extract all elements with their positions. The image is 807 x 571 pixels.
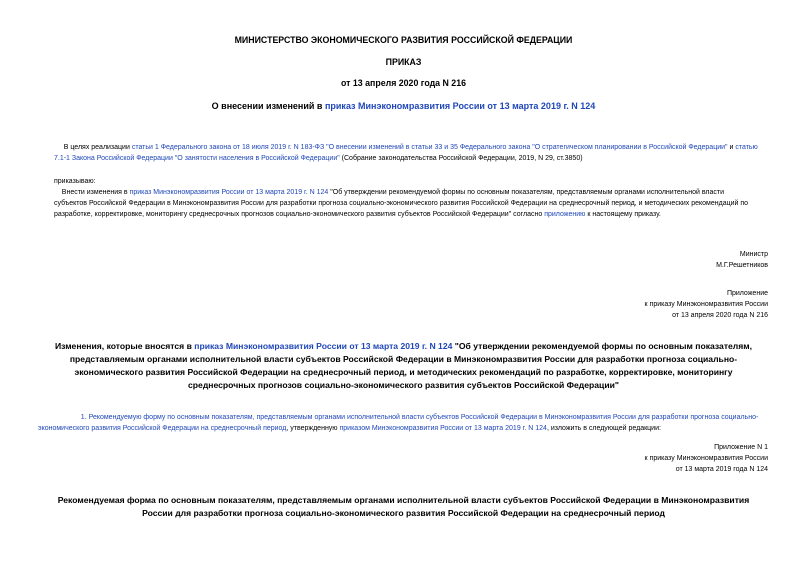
item-1-text-2: , изложить в следующей редакции: [546,425,661,432]
appendix-ref-line2: к приказу Минэкономразвития России [644,301,768,308]
changes-heading [40,340,767,392]
item-1-text-1: , утвержденную [286,425,340,432]
doc-date-number: от 13 апреля 2020 года N 216 [341,78,466,88]
appendix-link[interactable]: приложению [544,211,586,218]
changes-heading-text-1: Изменения, которые вносятся в [54,341,195,351]
appendix-reference [520,288,768,321]
changes-heading-text-2d: среднесрочных прогнозов социально-экономического развития субъектов Российской Федерации" [188,380,619,390]
changes-heading-text-2a: "Об утверждении рекомендуемой формы по основным показателям, [452,341,753,351]
order-text-3: к настоящему приказу. [585,211,661,218]
appendix-1-line2: к приказу Минэкономразвития России [644,455,768,462]
order-text-2c: разработке, корректировке, мониторингу среднесрочных прогнозов социально-экономического развития субъектов Российской Федерации" согласно [54,211,545,218]
doc-title-text: О внесении изменений в [211,101,325,111]
signature-position: Министр [739,251,768,258]
doc-title [0,101,807,111]
item-1-paragraph [38,412,768,434]
order-text-2b: субъектов Российской Федерации в Минэкономразвития России для разработки прогноза социально-экономического развития Российской Федерации на среднесрочный период, и методических рекомендаций по [54,200,749,207]
preamble-paragraph [54,142,768,164]
law-link-employment-a[interactable]: статью [735,144,758,151]
item-1-link-form-a[interactable]: 1. Рекомендуемую форму по основным показателям, представляемым органами исполнительной власти субъектов Российской Федерации в Минэкономразвития России для разработки прогноза социально- [80,414,759,421]
order-link-124[interactable]: приказ Минэкономразвития России от 13 марта 2019 г. N 124 [129,189,329,196]
law-link-183fz[interactable]: статьи 1 Федерального закона от 18 июля 2019 г. N 183-ФЗ "О внесении изменений в статьи 33 и 35 Федерального закона "О стратегическом планировании в Российской Федерации" [131,144,728,151]
ministry-name: МИНИСТЕРСТВО ЭКОНОМИЧЕСКОГО РАЗВИТИЯ РОССИЙСКОЙ ФЕДЕРАЦИИ [234,35,573,45]
preamble-text-2: и [727,144,736,151]
preamble-text-3: (Собрание законодательства Российской Федерации, 2019, N 29, ст.3850) [339,155,583,162]
item-1-link-order[interactable]: приказом Минэкономразвития России от 13 марта 2019 г. N 124 [339,425,547,432]
doc-type: ПРИКАЗ [385,57,422,67]
changes-heading-text-2c: экономического развития Российской Федерации на среднесрочный период, и методических рекомендаций по разработке, корректировке, мониторингу [74,367,733,377]
appendix-1-line3: от 13 марта 2019 года N 124 [675,466,768,473]
doc-title-link[interactable]: приказ Минэкономразвития России от 13 марта 2019 г. N 124 [324,101,596,111]
form-title-line1: Рекомендуемая форма по основным показателям, представляемым органами исполнительной власти субъектов Российской Федерации в Минэкономразвития [57,495,750,505]
order-text-1: Внести изменения в [61,189,130,196]
changes-heading-link[interactable]: приказ Минэкономразвития России от 13 марта 2019 г. N 124 [194,341,453,351]
form-title [0,494,807,520]
order-keyword: приказываю: [54,178,96,185]
order-block [54,176,768,220]
order-text-2a: "Об утверждении рекомендуемой формы по основным показателям, представляемым органами исполнительной власти [328,189,724,196]
item-1-link-form-b[interactable]: экономического развития Российской Федерации на среднесрочный период [38,425,287,432]
appendix-1-line1: Приложение N 1 [714,444,768,451]
appendix-ref-line3: от 13 апреля 2020 года N 216 [672,312,768,319]
signature-block [560,249,768,271]
appendix-1-reference [520,442,768,475]
changes-heading-text-2b: представляемым органами исполнительной власти субъектов Российской Федерации в Минэкономразвития России для разработки прогноза социально- [69,354,738,364]
appendix-ref-line1: Приложение [726,290,768,297]
law-link-employment-b[interactable]: 7.1-1 Закона Российской Федерации "О занятости населения в Российской Федерации" [54,155,340,162]
signature-name: М.Г.Решетников [716,262,768,269]
form-title-line2: России для разработки прогноза социально-экономического развития Российской Федерации на среднесрочный период [142,508,665,518]
preamble-text-1: В целях реализации [63,144,132,151]
